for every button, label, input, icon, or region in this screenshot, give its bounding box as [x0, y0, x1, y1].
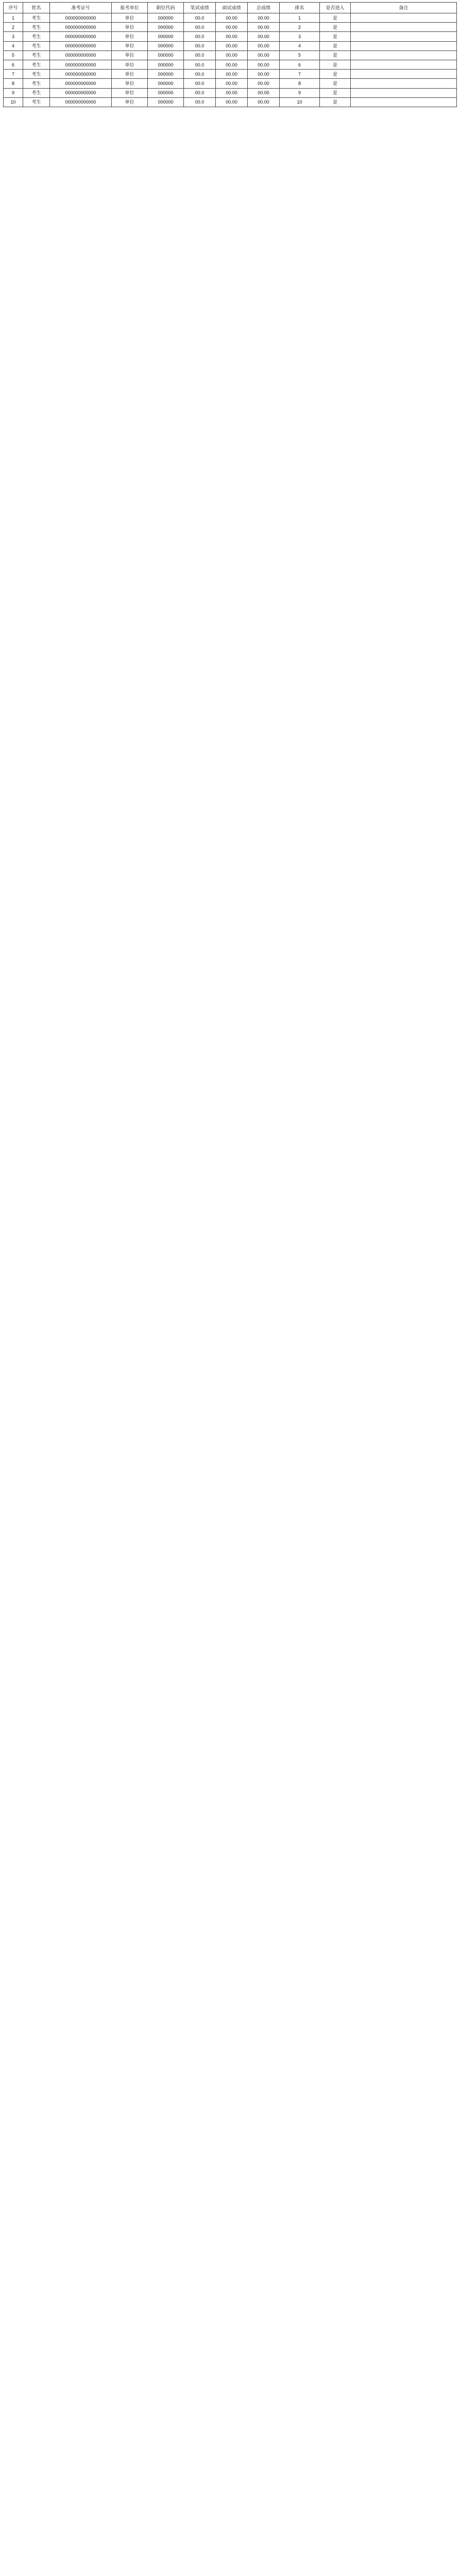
table-row: [4, 88, 457, 97]
cell-position-code: 000000: [148, 60, 184, 69]
cell-result: 是: [320, 41, 351, 50]
cell-interview-score: 00.00: [216, 32, 248, 41]
cell-note: [351, 41, 457, 50]
cell-exam-number: 000000000000: [50, 13, 112, 23]
cell-written-score: 00.0: [184, 88, 216, 97]
cell-name: 考生: [23, 70, 50, 79]
cell-index: 5: [4, 50, 23, 60]
cell-unit: 单位: [112, 70, 148, 79]
cell-name: 考生: [23, 97, 50, 107]
cell-result: 是: [320, 79, 351, 88]
cell-note: [351, 97, 457, 107]
table-row: [4, 79, 457, 88]
cell-result: 是: [320, 88, 351, 97]
cell-written-score: 00.0: [184, 50, 216, 60]
cell-result: 是: [320, 60, 351, 69]
cell-index: 6: [4, 60, 23, 69]
cell-position-code: 000000: [148, 41, 184, 50]
header-total-score: 总成绩: [248, 3, 280, 13]
cell-interview-score: 00.00: [216, 60, 248, 69]
cell-index: 8: [4, 79, 23, 88]
cell-total-score: 00.00: [248, 70, 280, 79]
cell-unit: 单位: [112, 88, 148, 97]
cell-total-score: 00.00: [248, 32, 280, 41]
results-table: [3, 2, 457, 107]
cell-index: 3: [4, 32, 23, 41]
cell-unit: 单位: [112, 41, 148, 50]
header-interview-score: 面试成绩: [216, 3, 248, 13]
cell-unit: 单位: [112, 13, 148, 23]
cell-interview-score: 00.00: [216, 70, 248, 79]
cell-result: 是: [320, 97, 351, 107]
cell-position-code: 000000: [148, 97, 184, 107]
cell-result: 是: [320, 13, 351, 23]
cell-total-score: 00.00: [248, 79, 280, 88]
header-rank: 排名: [280, 3, 320, 13]
cell-position-code: 000000: [148, 13, 184, 23]
cell-total-score: 00.00: [248, 41, 280, 50]
cell-rank: 8: [280, 79, 320, 88]
header-written-score: 笔试成绩: [184, 3, 216, 13]
cell-note: [351, 88, 457, 97]
table-row: [4, 13, 457, 23]
header-row: [4, 3, 457, 13]
cell-unit: 单位: [112, 50, 148, 60]
cell-exam-number: 000000000000: [50, 32, 112, 41]
cell-written-score: 00.0: [184, 70, 216, 79]
cell-note: [351, 32, 457, 41]
header-position-code: 职位代码: [148, 3, 184, 13]
cell-name: 考生: [23, 13, 50, 23]
cell-interview-score: 00.00: [216, 41, 248, 50]
cell-total-score: 00.00: [248, 97, 280, 107]
cell-unit: 单位: [112, 23, 148, 32]
cell-rank: 3: [280, 32, 320, 41]
cell-rank: 5: [280, 50, 320, 60]
cell-position-code: 000000: [148, 70, 184, 79]
cell-total-score: 00.00: [248, 88, 280, 97]
cell-name: 考生: [23, 60, 50, 69]
cell-result: 是: [320, 70, 351, 79]
table-row: [4, 70, 457, 79]
header-note: 备注: [351, 3, 457, 13]
cell-interview-score: 00.00: [216, 23, 248, 32]
cell-position-code: 000000: [148, 32, 184, 41]
cell-exam-number: 000000000000: [50, 23, 112, 32]
cell-name: 考生: [23, 41, 50, 50]
cell-name: 考生: [23, 79, 50, 88]
table-body: [4, 13, 457, 107]
cell-note: [351, 60, 457, 69]
cell-index: 2: [4, 23, 23, 32]
table-row: [4, 32, 457, 41]
cell-written-score: 00.0: [184, 60, 216, 69]
cell-rank: 2: [280, 23, 320, 32]
cell-total-score: 00.00: [248, 60, 280, 69]
header-exam-number: 准考证号: [50, 3, 112, 13]
cell-unit: 单位: [112, 32, 148, 41]
cell-result: 是: [320, 32, 351, 41]
cell-position-code: 000000: [148, 88, 184, 97]
cell-index: 4: [4, 41, 23, 50]
cell-exam-number: 000000000000: [50, 60, 112, 69]
cell-exam-number: 000000000000: [50, 50, 112, 60]
cell-position-code: 000000: [148, 23, 184, 32]
cell-written-score: 00.0: [184, 32, 216, 41]
cell-position-code: 000000: [148, 50, 184, 60]
cell-exam-number: 000000000000: [50, 97, 112, 107]
cell-result: 是: [320, 50, 351, 60]
cell-exam-number: 000000000000: [50, 70, 112, 79]
cell-written-score: 00.0: [184, 13, 216, 23]
cell-position-code: 000000: [148, 79, 184, 88]
header-result: 是否进入: [320, 3, 351, 13]
cell-interview-score: 00.00: [216, 50, 248, 60]
table-row: [4, 60, 457, 69]
cell-written-score: 00.0: [184, 23, 216, 32]
cell-rank: 10: [280, 97, 320, 107]
table-row: [4, 23, 457, 32]
cell-index: 10: [4, 97, 23, 107]
cell-interview-score: 00.00: [216, 88, 248, 97]
cell-rank: 4: [280, 41, 320, 50]
cell-rank: 1: [280, 13, 320, 23]
table-row: [4, 97, 457, 107]
cell-note: [351, 23, 457, 32]
cell-name: 考生: [23, 32, 50, 41]
results-sheet: [3, 2, 456, 107]
cell-index: 7: [4, 70, 23, 79]
cell-exam-number: 000000000000: [50, 79, 112, 88]
cell-exam-number: 000000000000: [50, 41, 112, 50]
cell-exam-number: 000000000000: [50, 88, 112, 97]
cell-name: 考生: [23, 88, 50, 97]
table-row: [4, 41, 457, 50]
cell-interview-score: 00.00: [216, 13, 248, 23]
cell-unit: 单位: [112, 60, 148, 69]
cell-note: [351, 70, 457, 79]
cell-written-score: 00.0: [184, 97, 216, 107]
cell-rank: 6: [280, 60, 320, 69]
cell-written-score: 00.0: [184, 79, 216, 88]
cell-interview-score: 00.00: [216, 97, 248, 107]
cell-total-score: 00.00: [248, 23, 280, 32]
cell-name: 考生: [23, 23, 50, 32]
header-unit: 报考单位: [112, 3, 148, 13]
cell-index: 1: [4, 13, 23, 23]
cell-interview-score: 00.00: [216, 79, 248, 88]
cell-rank: 7: [280, 70, 320, 79]
cell-unit: 单位: [112, 97, 148, 107]
cell-note: [351, 13, 457, 23]
cell-result: 是: [320, 23, 351, 32]
cell-written-score: 00.0: [184, 41, 216, 50]
cell-note: [351, 50, 457, 60]
table-row: [4, 50, 457, 60]
cell-note: [351, 79, 457, 88]
cell-rank: 9: [280, 88, 320, 97]
cell-total-score: 00.00: [248, 50, 280, 60]
cell-total-score: 00.00: [248, 13, 280, 23]
header-index: 序号: [4, 3, 23, 13]
cell-name: 考生: [23, 50, 50, 60]
cell-index: 9: [4, 88, 23, 97]
cell-unit: 单位: [112, 79, 148, 88]
header-name: 姓名: [23, 3, 50, 13]
